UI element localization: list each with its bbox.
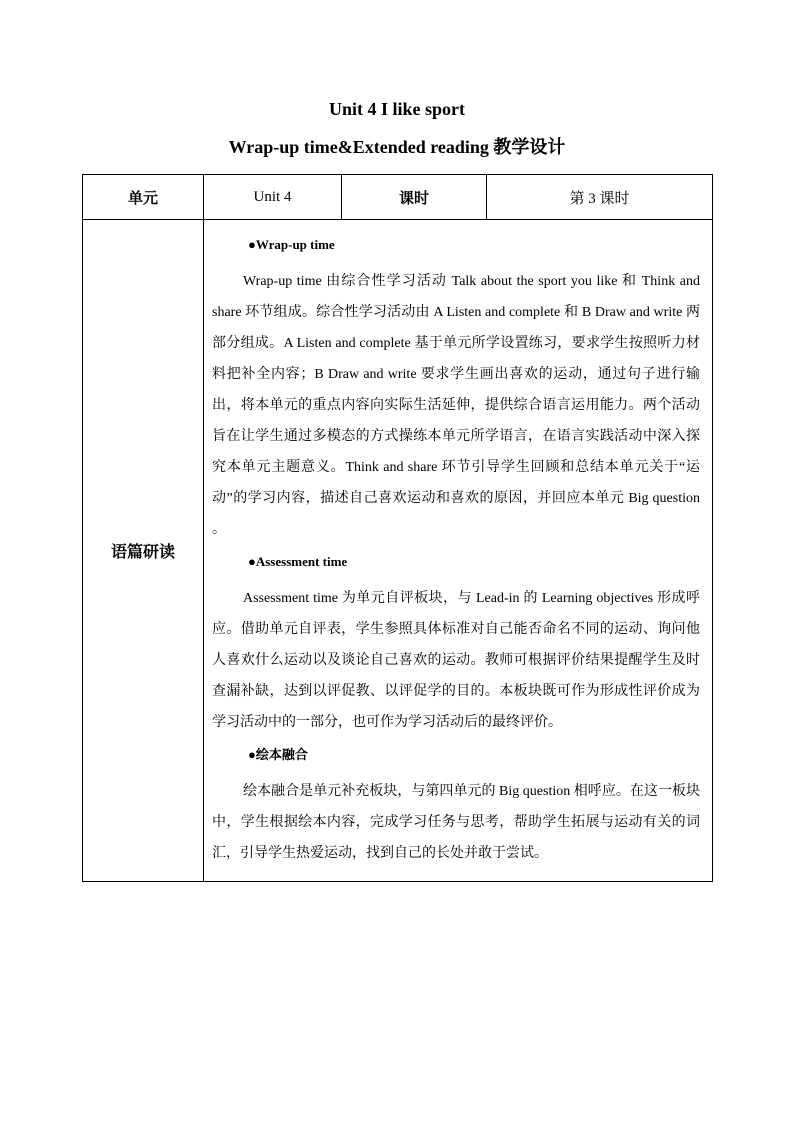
content-row bbox=[83, 220, 713, 882]
row-label: 语篇研读 bbox=[83, 220, 204, 882]
section-paragraph: Wrap-up time 由综合性学习活动 Talk about the sport you like 和 Think and share 环节组成。综合性学习活动由 A Listen and complete 和 B Draw and write 两部分组成。A Listen and complete 基于单元所学设置练习，要求学生按照听力材料把补全内容；B Draw and write 要求学生画出喜欢的运动，通过句子进行输出，将本单元的重点内容向实际生活延伸，提供综合语言运用能力。两个活动旨在让学生通过多模态的方式操练本单元所学语言，在语言实践活动中深入探究本单元主题意义。Think and share 环节引导学生回顾和总结本单元关于“运动”的学习内容，描述自己喜欢运动和喜欢的原因，并回应本单元 Big question 。 bbox=[212, 274, 700, 537]
section-title: ●绘本融合 bbox=[248, 747, 308, 762]
period-value: 第 3 课时 bbox=[487, 175, 713, 220]
header-row bbox=[83, 175, 713, 220]
section-wrap-up bbox=[212, 232, 700, 545]
content-cell bbox=[204, 220, 713, 882]
unit-value: Unit 4 bbox=[204, 175, 342, 220]
section-title: ●Assessment time bbox=[248, 554, 348, 569]
section-title: ●Wrap-up time bbox=[248, 237, 335, 252]
lesson-plan-table bbox=[82, 174, 713, 882]
period-label: 课时 bbox=[342, 175, 487, 220]
section-paragraph: Assessment time 为单元自评板块，与 Lead-in 的 Learning objectives 形成呼应。借助单元自评表，学生参照具体标准对自己能否命名不同的运动、询问他人喜欢什么运动以及谈论自己喜欢的运动。教师可根据评价结果提醒学生及时查漏补缺，达到以评促教、以评促学的目的。本板块既可作为形成性评价成为学习活动中的一部分，也可作为学习活动后的最终评价。 bbox=[212, 591, 700, 730]
section-assessment bbox=[212, 549, 700, 738]
section-picture-book bbox=[212, 742, 700, 869]
document-subtitle: Wrap-up time&Extended reading 教学设计 bbox=[228, 137, 566, 157]
unit-label: 单元 bbox=[83, 175, 204, 220]
document-title: Unit 4 I like sport bbox=[328, 99, 465, 119]
section-paragraph: 绘本融合是单元补充板块，与第四单元的 Big question 相呼应。在这一板块中，学生根据绘本内容，完成学习任务与思考，帮助学生拓展与运动有关的词汇，引导学生热爱运动，找到自己的长处并敢于尝试。 bbox=[212, 784, 700, 861]
